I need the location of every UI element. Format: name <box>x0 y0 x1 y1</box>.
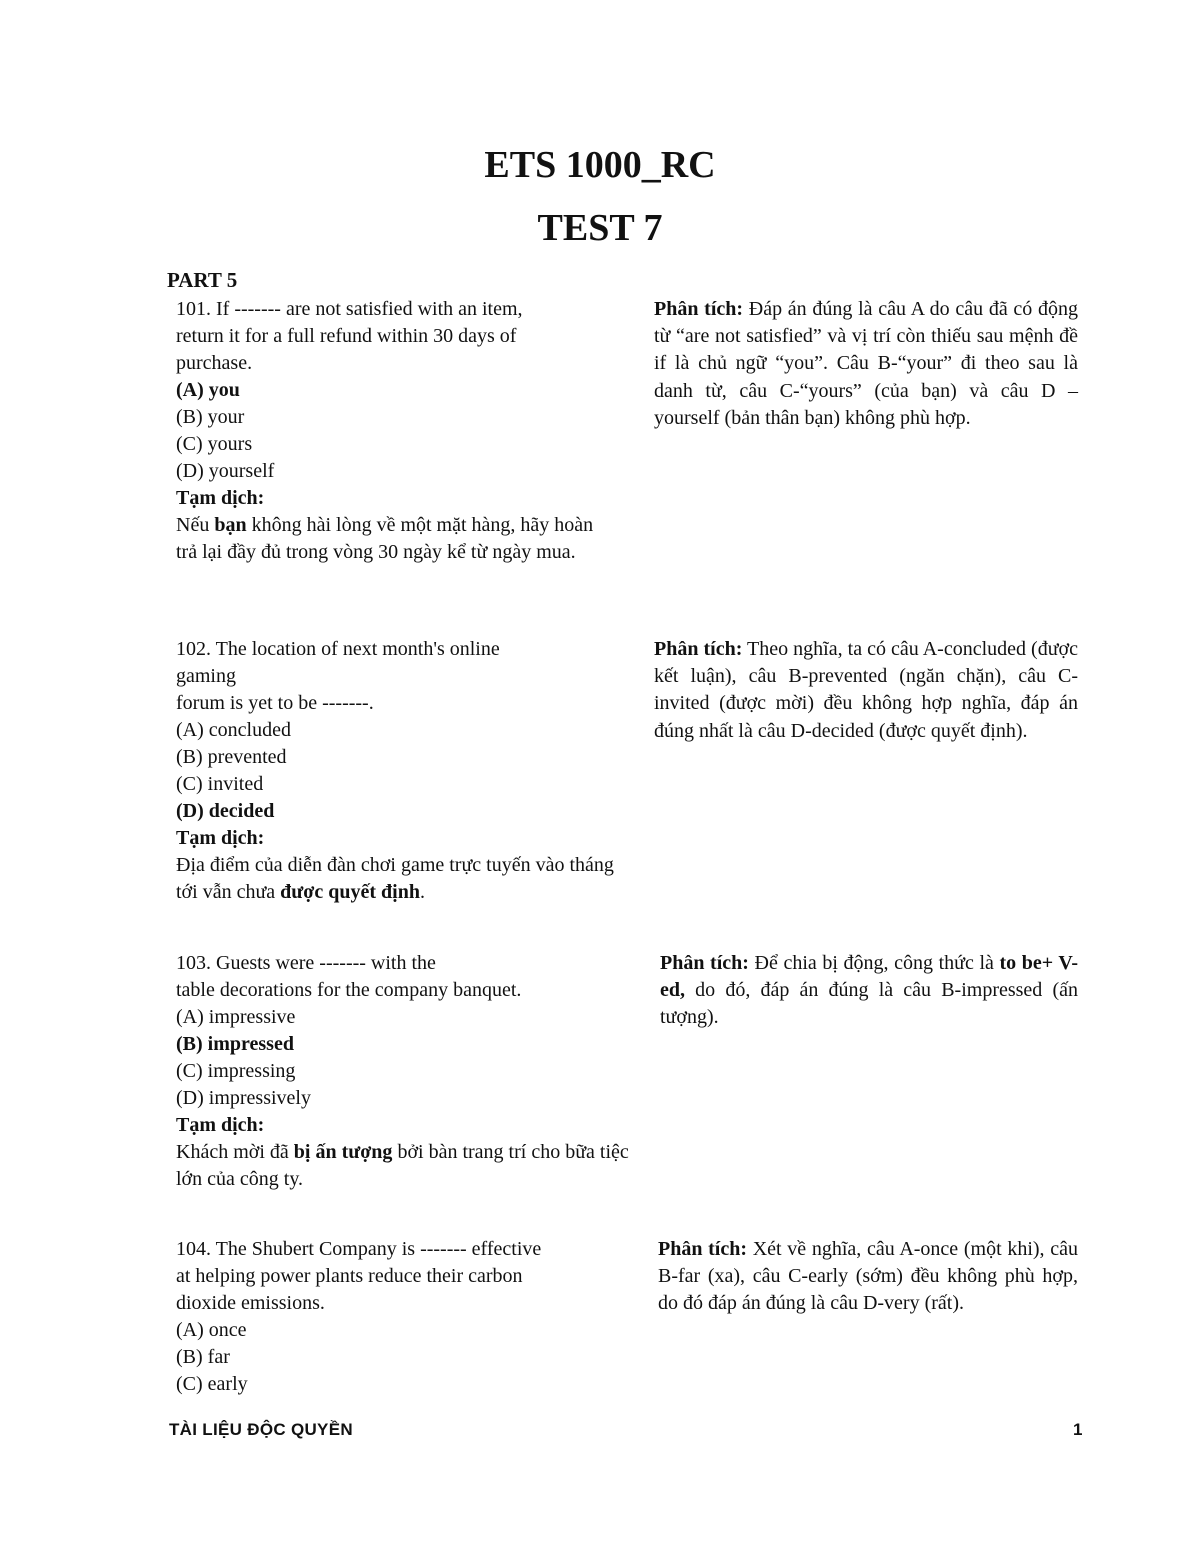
option-a-correct: (A) you <box>176 379 240 401</box>
question-stem-line: table decorations for the company banquet. <box>176 979 522 1001</box>
analysis-text: Xét về nghĩa, câu A-once (một khi), câu B-far (xa), câu C-early (sớm) đều không phù hợp, do đó đáp án đúng là câu D-very (rất). <box>658 1238 1078 1315</box>
footer-label: TÀI LIỆU ĐỘC QUYỀN <box>169 1420 353 1439</box>
analysis-103 <box>660 950 1078 1032</box>
option-b: (B) far <box>176 1346 230 1368</box>
analysis-label: Phân tích: <box>658 1238 748 1260</box>
option-c: (C) early <box>176 1373 248 1395</box>
question-stem-line: purchase. <box>176 352 253 374</box>
analysis-text: Theo nghĩa, ta có câu A-concluded (được kết luận), câu B-prevented (ngăn chặn), câu C-invited (được mời) đều không hợp nghĩa, đáp án đúng nhất là câu D-decided (được quyết định). <box>654 638 1078 742</box>
translation-highlight: bạn <box>214 514 247 536</box>
translation-part: Nếu <box>176 514 215 536</box>
option-c: (C) impressing <box>176 1060 296 1082</box>
option-a: (A) impressive <box>176 1006 296 1028</box>
option-b: (B) prevented <box>176 746 287 768</box>
translation-part: không hài lòng về một mặt hàng, hãy hoàn trả lại đầy đủ trong vòng 30 ngày kể từ ngày mua. <box>176 514 594 563</box>
option-d: (D) yourself <box>176 460 275 482</box>
option-d-correct: (D) decided <box>176 800 275 822</box>
translation-text <box>176 852 616 906</box>
option-c: (C) invited <box>176 773 264 795</box>
question-stem-line: 104. The Shubert Company is ------- effective <box>176 1238 542 1260</box>
analysis-label: Phân tích: <box>654 638 743 660</box>
translation-label: Tạm dịch: <box>176 827 265 849</box>
part-heading: PART 5 <box>167 268 238 292</box>
analysis-formula: to be+ V-ed, <box>660 952 1078 1002</box>
question-stem-line: dioxide emissions. <box>176 1292 325 1314</box>
translation-part: . <box>419 881 425 903</box>
question-103 <box>176 950 629 1193</box>
test-title: TEST 7 <box>537 207 663 249</box>
document-title: ETS 1000_RC <box>484 144 716 186</box>
translation-highlight: bị ấn tượng <box>293 1141 393 1163</box>
analysis-text: do đó, đáp án đúng là câu B-impressed (ấn tượng). <box>660 979 1078 1029</box>
option-c: (C) yours <box>176 433 253 455</box>
question-104 <box>176 1236 616 1398</box>
question-stem-line: gaming <box>176 665 236 687</box>
analysis-102 <box>654 636 1078 745</box>
option-b: (B) your <box>176 406 245 428</box>
question-101 <box>176 296 616 566</box>
analysis-text: Đáp án đúng là câu A do câu đã có động từ “are not satisfied” và vị trí còn thiếu sau mệnh đề if là chủ ngữ “you”. Câu B-“your” đi theo sau là danh từ, câu C-“yours” (của bạn) và câu D – yourself (bản thân bạn) không phù hợp. <box>654 298 1078 429</box>
translation-part: bởi bàn trang trí cho bữa tiệc lớn của công ty. <box>176 1141 629 1190</box>
translation-text <box>176 1139 636 1193</box>
translation-part: Địa điểm của diễn đàn chơi game trực tuyến vào tháng tới vẫn chưa <box>176 854 614 903</box>
option-b-correct: (B) impressed <box>176 1033 294 1055</box>
translation-part: Khách mời đã <box>176 1141 294 1163</box>
analysis-104 <box>658 1236 1078 1318</box>
question-stem-line: return it for a full refund within 30 days of <box>176 325 517 347</box>
translation-label: Tạm dịch: <box>176 487 265 509</box>
question-stem-line: 103. Guests were ------- with the <box>176 952 436 974</box>
question-stem-line: at helping power plants reduce their carbon <box>176 1265 523 1287</box>
question-102 <box>176 636 616 906</box>
translation-text <box>176 512 616 566</box>
analysis-101 <box>654 296 1078 432</box>
question-stem-line: 101. If ------- are not satisfied with an item, <box>176 298 523 320</box>
analysis-label: Phân tích: <box>654 298 744 320</box>
question-stem-line: forum is yet to be -------. <box>176 692 374 714</box>
translation-highlight: được quyết định <box>280 881 420 903</box>
analysis-label: Phân tích: <box>660 952 749 974</box>
page-number: 1 <box>1073 1420 1083 1439</box>
translation-label: Tạm dịch: <box>176 1114 265 1136</box>
analysis-text: Để chia bị động, công thức là <box>748 952 1000 974</box>
option-d: (D) impressively <box>176 1087 311 1109</box>
question-stem-line: 102. The location of next month's online <box>176 638 500 660</box>
option-a: (A) concluded <box>176 719 291 741</box>
option-a: (A) once <box>176 1319 247 1341</box>
